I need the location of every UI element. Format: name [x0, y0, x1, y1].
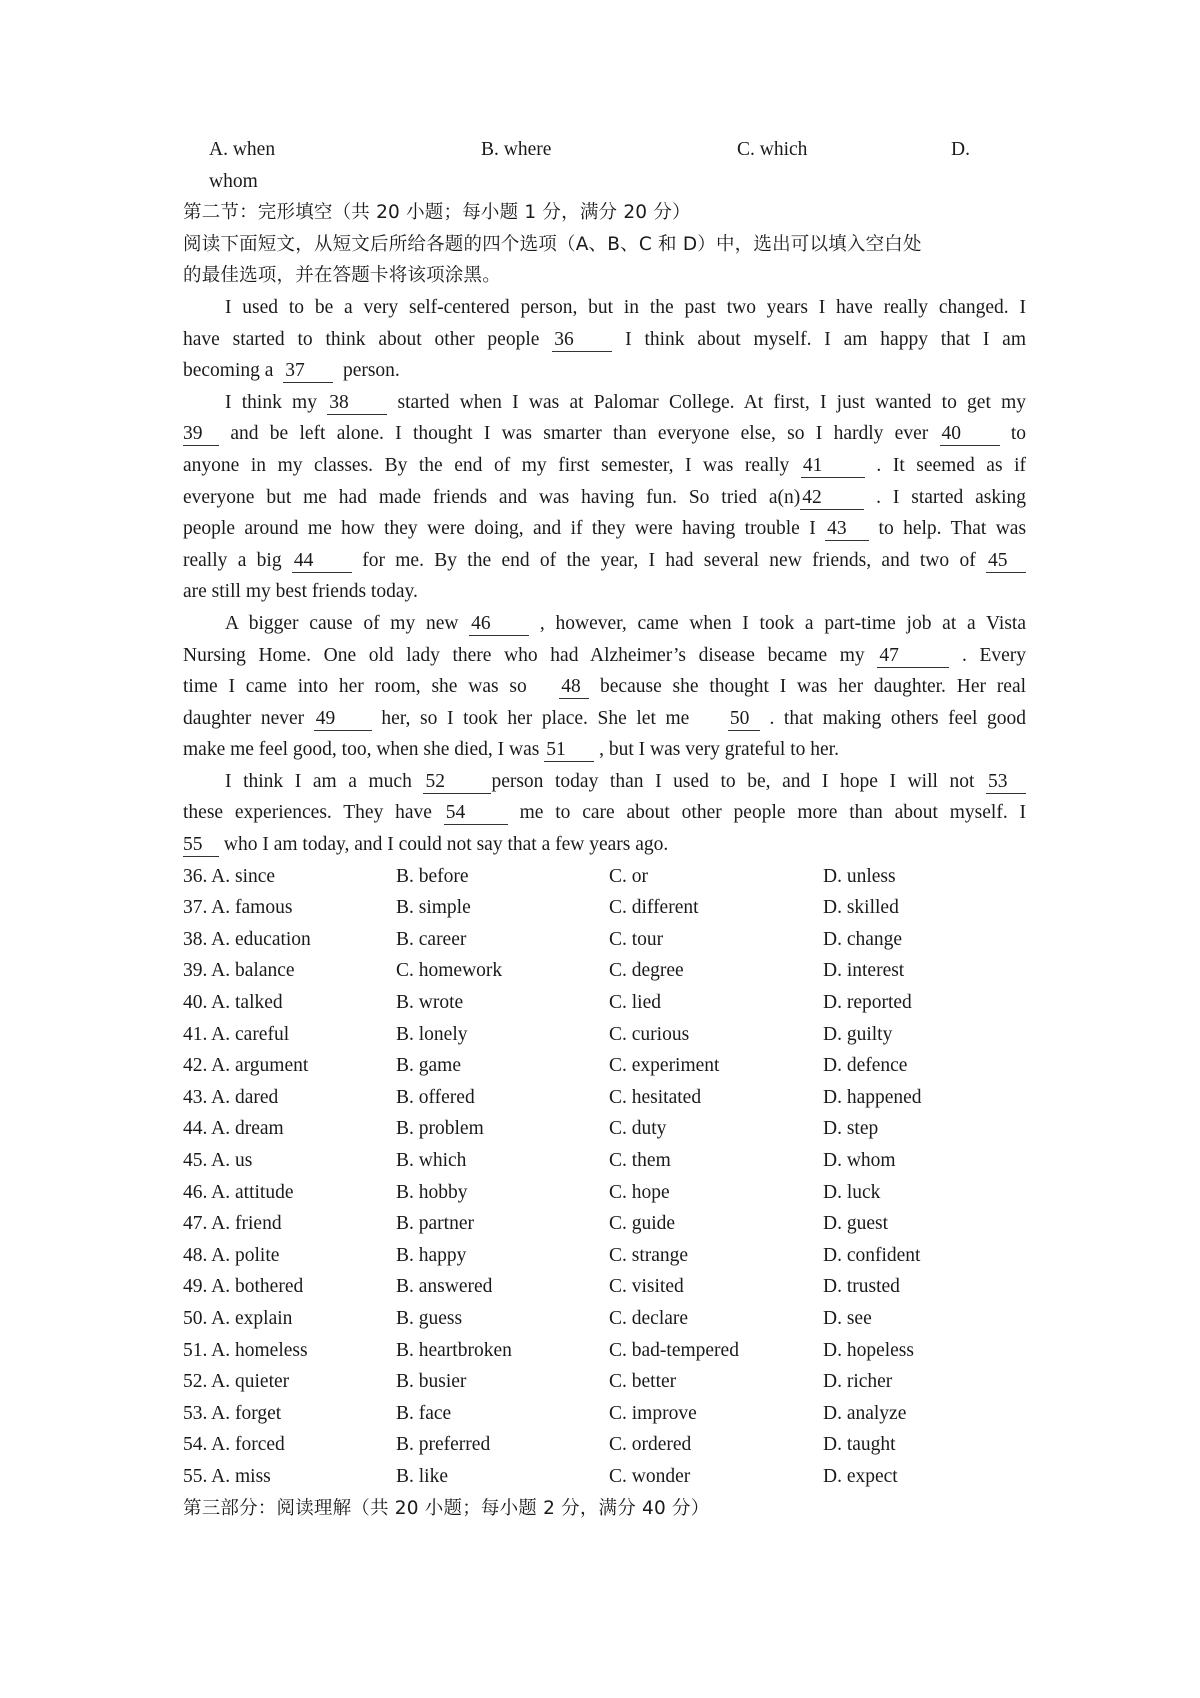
instructions-line-2: 的最佳选项，并在答题卡将该项涂黑。	[183, 265, 501, 287]
option-a[interactable]: 37. A. famous	[183, 897, 293, 919]
option-d[interactable]: D. whom	[823, 1150, 896, 1171]
option-a[interactable]: 45. A. us	[183, 1150, 253, 1171]
blank-47[interactable]: 47	[877, 645, 949, 668]
passage-p4-line2	[183, 797, 1026, 829]
option-c[interactable]: C. different	[609, 897, 699, 919]
passage-p2-line3	[183, 450, 1026, 482]
passage-p3-line3	[183, 671, 1026, 703]
option-row	[183, 1271, 1026, 1303]
text: really a big	[183, 549, 282, 571]
option-d[interactable]: D. happened	[823, 1086, 922, 1108]
option-d[interactable]: D. hopeless	[823, 1339, 914, 1361]
option-c: C. which	[737, 139, 808, 160]
option-c[interactable]: C. or	[609, 865, 648, 887]
option-row	[183, 1303, 1026, 1335]
blank-37[interactable]: 37	[283, 360, 333, 383]
option-b[interactable]: B. wrote	[396, 992, 464, 1014]
option-d-word: whom	[209, 170, 258, 192]
passage-p3-line5	[183, 734, 1026, 766]
blank-53[interactable]: 53	[986, 771, 1026, 794]
option-row	[183, 1177, 1026, 1209]
option-row	[183, 1145, 1026, 1177]
option-c[interactable]: C. hope	[609, 1181, 670, 1203]
blank-39[interactable]: 39	[183, 423, 219, 446]
option-c[interactable]: C. strange	[609, 1244, 689, 1266]
passage-p2-line1	[183, 387, 1026, 419]
option-c[interactable]: C. duty	[609, 1118, 667, 1140]
option-b[interactable]: B. which	[396, 1150, 467, 1171]
blank-44[interactable]: 44	[292, 550, 352, 573]
option-row	[183, 924, 1026, 956]
option-a[interactable]: 49. A. bothered	[183, 1276, 304, 1298]
option-d[interactable]: D. guest	[823, 1213, 888, 1235]
option-b[interactable]: B. game	[396, 1055, 461, 1077]
option-b[interactable]: B. preferred	[396, 1434, 491, 1456]
option-a[interactable]: 39. A. balance	[183, 960, 295, 982]
text: these experiences. They have	[183, 802, 432, 824]
passage-p4-line3	[183, 829, 1026, 861]
option-row	[183, 1461, 1026, 1493]
text: started when I was at Palomar College. At first, I just wanted to get my	[397, 391, 1027, 413]
option-b[interactable]: C. homework	[396, 960, 503, 982]
text: becoming a	[183, 360, 274, 382]
exam-page	[183, 134, 1026, 1524]
option-b: B. where	[481, 139, 552, 160]
passage-p2-line5	[183, 513, 1026, 545]
option-c[interactable]: C. degree	[609, 960, 684, 982]
option-row	[183, 1366, 1026, 1398]
text: . that making others feel good	[769, 707, 1027, 729]
passage-p2-line7	[183, 576, 1026, 608]
passage-p4-line1	[183, 766, 1026, 798]
option-c[interactable]: C. better	[609, 1371, 677, 1393]
blank-52[interactable]: 52	[423, 771, 491, 794]
text: people around me how they were doing, and if they were having trouble I	[183, 518, 816, 540]
blank-36[interactable]: 36	[552, 329, 612, 352]
text: , but I was very grateful to her.	[599, 739, 839, 761]
blank-50[interactable]: 50	[728, 708, 760, 731]
text: her, so I took her place. She let me	[381, 707, 690, 729]
option-d[interactable]: D. confident	[823, 1244, 921, 1266]
option-b[interactable]: B. heartbroken	[396, 1339, 512, 1361]
option-d[interactable]: D. luck	[823, 1181, 881, 1203]
option-row	[183, 955, 1026, 987]
option-a[interactable]: 40. A. talked	[183, 992, 283, 1014]
text: I think about myself. I am happy that I am	[625, 328, 1026, 350]
text: and be left alone. I thought I was smarter than everyone else, so I hardly ever	[230, 423, 929, 445]
passage-p1-line3	[183, 355, 1026, 387]
passage-p3-line1	[183, 608, 1026, 640]
option-c[interactable]: C. them	[609, 1150, 671, 1171]
option-d[interactable]: D. see	[823, 1307, 872, 1329]
option-b[interactable]: B. answered	[396, 1276, 493, 1298]
blank-48[interactable]: 48	[559, 676, 589, 699]
section-title: 第二节：完形填空（共 20 小题；每小题 1 分，满分 20 分）	[183, 202, 691, 224]
option-d[interactable]: D. analyze	[823, 1402, 907, 1424]
passage-p2-line2	[183, 418, 1026, 450]
next-section-title: 第三部分：阅读理解（共 20 小题；每小题 2 分，满分 40 分）	[183, 1497, 710, 1519]
option-d[interactable]: D. unless	[823, 865, 896, 887]
passage-p2-line6	[183, 545, 1026, 577]
option-d[interactable]: D. richer	[823, 1371, 893, 1393]
blank-54[interactable]: 54	[444, 802, 508, 825]
option-c[interactable]: C. curious	[609, 1023, 690, 1045]
option-d[interactable]: D. interest	[823, 960, 905, 982]
option-a[interactable]: 54. A. forced	[183, 1434, 285, 1456]
text: daughter never	[183, 707, 305, 729]
option-row	[183, 1208, 1026, 1240]
option-row	[183, 1113, 1026, 1145]
passage-p1-line2	[183, 324, 1026, 356]
instructions-line-1: 阅读下面短文，从短文后所给各题的四个选项（A、B、C 和 D）中，选出可以填入空白处	[183, 233, 922, 255]
option-row	[183, 1429, 1026, 1461]
option-row	[183, 1050, 1026, 1082]
option-a[interactable]: 48. A. polite	[183, 1244, 280, 1266]
option-b[interactable]: B. lonely	[396, 1023, 468, 1045]
option-row	[183, 861, 1026, 893]
previous-question-options	[183, 134, 1026, 166]
passage-p2-line4	[183, 482, 1026, 514]
option-b[interactable]: B. hobby	[396, 1181, 468, 1203]
option-row	[183, 1082, 1026, 1114]
text: for me. By the end of the year, I had several new friends, and two of	[362, 549, 976, 571]
option-a[interactable]: 44. A. dream	[183, 1118, 284, 1140]
passage	[183, 292, 1026, 861]
text: person today than I used to be, and I hope I will not	[491, 770, 975, 792]
blank-42[interactable]: 42	[800, 487, 864, 510]
text: , however, came when I took a part-time job at a Vista	[539, 612, 1026, 634]
option-a[interactable]: 43. A. dared	[183, 1086, 279, 1108]
option-a[interactable]: 47. A. friend	[183, 1213, 282, 1235]
text: who I am today, and I could not say that a few years ago.	[223, 834, 669, 856]
option-d[interactable]: D. expect	[823, 1465, 898, 1487]
option-row	[183, 987, 1026, 1019]
option-row	[183, 1240, 1026, 1272]
text: are still my best friends today.	[183, 581, 418, 603]
option-row	[183, 892, 1026, 924]
option-row	[183, 1019, 1026, 1051]
option-a: A. when	[209, 139, 276, 160]
option-a[interactable]: 50. A. explain	[183, 1307, 293, 1329]
option-d-label: D.	[951, 139, 970, 160]
passage-p3-line2	[183, 640, 1026, 672]
option-row	[183, 1398, 1026, 1430]
text: to	[1010, 423, 1027, 445]
text: I used to be a very self-centered person, but in the past two years I have really changed. I	[225, 296, 1026, 318]
blank-46[interactable]: 46	[469, 613, 529, 636]
option-c[interactable]: C. ordered	[609, 1434, 692, 1456]
text: have started to think about other people	[183, 328, 540, 350]
option-d[interactable]: D. skilled	[823, 897, 899, 919]
option-row	[183, 1335, 1026, 1367]
passage-p3-line4	[183, 703, 1026, 735]
text: . Every	[961, 644, 1027, 666]
text: make me feel good, too, when she died, I was	[183, 739, 540, 761]
option-a[interactable]: 46. A. attitude	[183, 1181, 294, 1203]
option-a[interactable]: 38. A. education	[183, 928, 311, 950]
blank-49[interactable]: 49	[314, 708, 372, 731]
text: person.	[342, 360, 400, 382]
option-b[interactable]: B. guess	[396, 1307, 463, 1329]
option-b[interactable]: B. face	[396, 1402, 452, 1424]
text: A bigger cause of my new	[225, 612, 459, 634]
option-c[interactable]: C. improve	[609, 1402, 697, 1424]
option-c[interactable]: C. tour	[609, 928, 664, 950]
blank-43[interactable]: 43	[825, 518, 869, 541]
option-c[interactable]: C. visited	[609, 1276, 684, 1298]
text: I think I am a much	[225, 770, 412, 792]
option-a[interactable]: 42. A. argument	[183, 1055, 309, 1077]
text: everyone but me had made friends and was having fun. So tried a(n)	[183, 486, 801, 508]
text: anyone in my classes. By the end of my first semester, I was really	[183, 454, 790, 476]
blank-45[interactable]: 45	[986, 550, 1026, 573]
option-a[interactable]: 52. A. quieter	[183, 1371, 290, 1393]
option-c[interactable]: C. experiment	[609, 1055, 720, 1077]
text: time I came into her room, she was so	[183, 676, 527, 698]
text: I think my	[225, 391, 317, 413]
option-c[interactable]: C. lied	[609, 992, 661, 1014]
option-a[interactable]: 51. A. homeless	[183, 1339, 308, 1361]
option-c[interactable]: C. wonder	[609, 1465, 691, 1487]
text: to help. That was	[878, 518, 1027, 540]
option-c[interactable]: C. declare	[609, 1307, 689, 1329]
option-d[interactable]: D. change	[823, 928, 903, 950]
option-a[interactable]: 55. A. miss	[183, 1465, 271, 1487]
text: Nursing Home. One old lady there who had Alzheimer’s disease became my	[183, 644, 865, 666]
option-b[interactable]: B. happy	[396, 1244, 467, 1266]
option-c[interactable]: C. hesitated	[609, 1086, 702, 1108]
text: . It seemed as if	[876, 454, 1026, 476]
passage-p1-line1	[183, 292, 1026, 324]
blank-41[interactable]: 41	[801, 455, 865, 478]
option-b[interactable]: B. simple	[396, 897, 471, 919]
blank-51[interactable]: 51	[544, 739, 594, 762]
option-b[interactable]: B. problem	[396, 1118, 484, 1140]
option-d[interactable]: D. step	[823, 1118, 879, 1140]
option-d[interactable]: D. defence	[823, 1055, 908, 1077]
option-a[interactable]: 53. A. forget	[183, 1402, 282, 1424]
text: . I started asking	[876, 486, 1027, 508]
option-a[interactable]: 36. A. since	[183, 865, 276, 887]
blank-55[interactable]: 55	[183, 834, 219, 857]
option-a[interactable]: 41. A. careful	[183, 1023, 290, 1045]
option-b[interactable]: B. career	[396, 928, 467, 950]
option-d[interactable]: D. reported	[823, 992, 912, 1014]
option-c[interactable]: C. bad-tempered	[609, 1339, 739, 1361]
option-b[interactable]: B. busier	[396, 1371, 467, 1393]
option-c[interactable]: C. guide	[609, 1213, 676, 1235]
option-b[interactable]: B. like	[396, 1465, 448, 1487]
blank-40[interactable]: 40	[940, 423, 1000, 446]
text: because she thought I was her daughter. Her real	[600, 676, 1027, 698]
option-d[interactable]: D. guilty	[823, 1023, 893, 1045]
blank-38[interactable]: 38	[327, 392, 387, 415]
option-d[interactable]: D. trusted	[823, 1276, 900, 1298]
option-b[interactable]: B. before	[396, 865, 469, 887]
option-b[interactable]: B. offered	[396, 1086, 475, 1108]
text: me to care about other people more than about myself. I	[519, 802, 1027, 824]
option-d[interactable]: D. taught	[823, 1434, 896, 1456]
answer-options-table	[183, 861, 1026, 1493]
option-b[interactable]: B. partner	[396, 1213, 474, 1235]
